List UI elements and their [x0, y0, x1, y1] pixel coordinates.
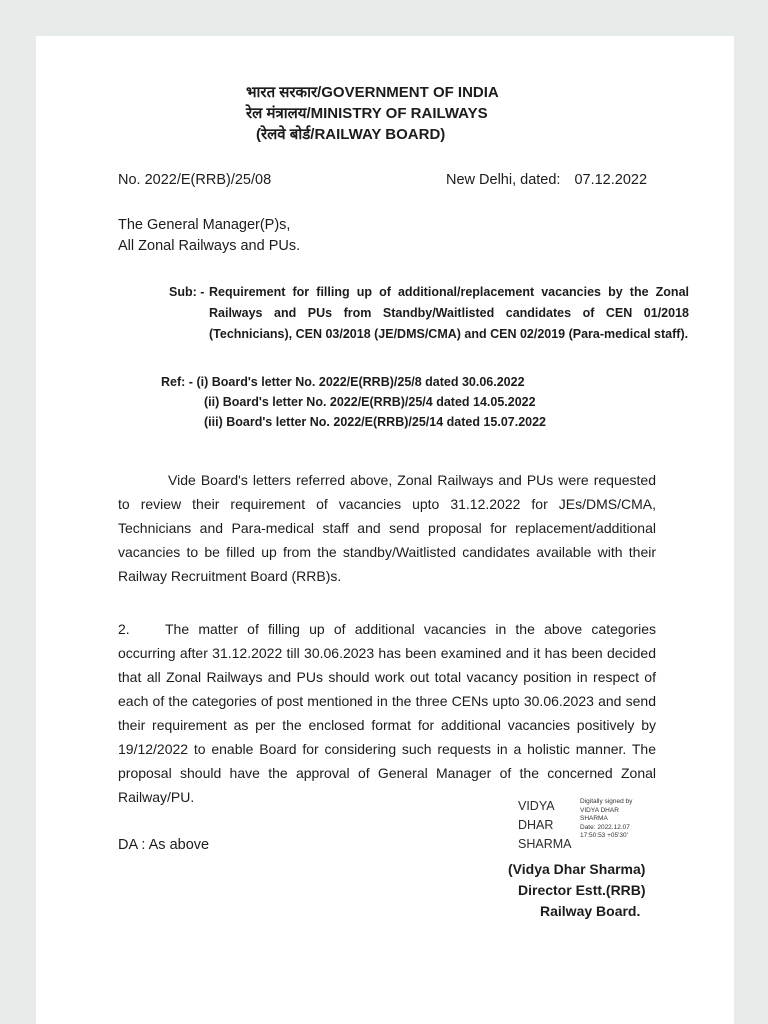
- references-block: [161, 372, 546, 432]
- reference-item: (ii) Board's letter No. 2022/E(RRB)/25/4 dated 14.05.2022: [204, 395, 536, 409]
- digital-signature-name: [518, 797, 571, 854]
- signatory-block: [508, 859, 646, 922]
- letter-number: No. 2022/E(RRB)/25/08: [118, 172, 272, 188]
- signature-detail-line: Digitally signed by: [580, 798, 633, 805]
- letter-date: 07.12.2022: [574, 172, 648, 188]
- signature-detail-line: SHARMA: [580, 815, 608, 822]
- paragraph-2-text: The matter of filling up of additional vacancies in the above categories occurring after 31.12.2022 till 30.06.2023 has been examined and it has been decided that all Zonal Railways and PUs should work out total vacancy position in respect of each of the categories of post mentioned in the three CENs upto 30.06.2023 and send their requirement as per the enclosed format for additional vacancies positively by 19/12/2022 to enable Board for considering such requests in a holistic manner. The proposal should have the approval of General Manager of the concerned Zonal Railway/PU.: [118, 621, 656, 805]
- addressee-line-1: The General Manager(P)s,: [118, 217, 291, 233]
- addressee-line-2: All Zonal Railways and PUs.: [118, 238, 301, 254]
- signature-name-line: SHARMA: [518, 837, 572, 851]
- subject-block: [169, 282, 689, 345]
- header-board: (रेलवे बोर्ड/RAILWAY BOARD): [256, 126, 446, 143]
- addressee: [118, 215, 300, 257]
- signature-detail-line: 17:50:53 +05'30': [580, 832, 628, 839]
- letterhead: [246, 82, 546, 145]
- header-ministry: रेल मंत्रालय/MINISTRY OF RAILWAYS: [246, 105, 488, 122]
- paragraph-2-number: 2.: [118, 621, 130, 637]
- subject-text: Requirement for filling up of additional/replacement vacancies by the Zonal Railways and PUs from Standby/Waitlisted candidates of CEN 01/2018 (Technicians), CEN 03/2018 (JE/DMS/CMA) and CEN 02/2019 (Para-medical staff).: [209, 285, 689, 341]
- digital-signature-details: [580, 798, 632, 841]
- signature-name-line: VIDYA: [518, 799, 555, 813]
- signatory-designation: Director Estt.(RRB): [518, 882, 646, 898]
- place-dated-label: New Delhi, dated:: [446, 172, 561, 188]
- paragraph-1: Vide Board's letters referred above, Zonal Railways and PUs were requested to review their requirement of vacancies upto 31.12.2022 for JEs/DMS/CMA, Technicians and Para-medical staff and send proposal for replacement/additional vacancies to be filled up from the standby/Waitlisted candidates available with their Railway Recruitment Board (RRB)s.: [118, 472, 656, 584]
- signatory-name: (Vidya Dhar Sharma): [508, 861, 646, 877]
- signature-detail-line: Date: 2022.12.07: [580, 823, 630, 831]
- header-government: भारत सरकार/GOVERNMENT OF INDIA: [246, 84, 499, 101]
- references-label: Ref: -: [161, 375, 193, 389]
- document-page: [36, 36, 734, 1024]
- signature-name-line: DHAR: [518, 818, 554, 832]
- reference-item: (i) Board's letter No. 2022/E(RRB)/25/8 dated 30.06.2022: [196, 375, 525, 389]
- subject-label: Sub: -: [169, 285, 205, 299]
- place-date-line: [446, 172, 647, 188]
- signature-detail-line: VIDYA DHAR: [580, 806, 619, 814]
- reference-item: (iii) Board's letter No. 2022/E(RRB)/25/14 dated 15.07.2022: [204, 415, 546, 429]
- paragraph-2: [118, 617, 656, 809]
- enclosure-note: DA : As above: [118, 837, 210, 853]
- signatory-office: Railway Board.: [540, 903, 641, 919]
